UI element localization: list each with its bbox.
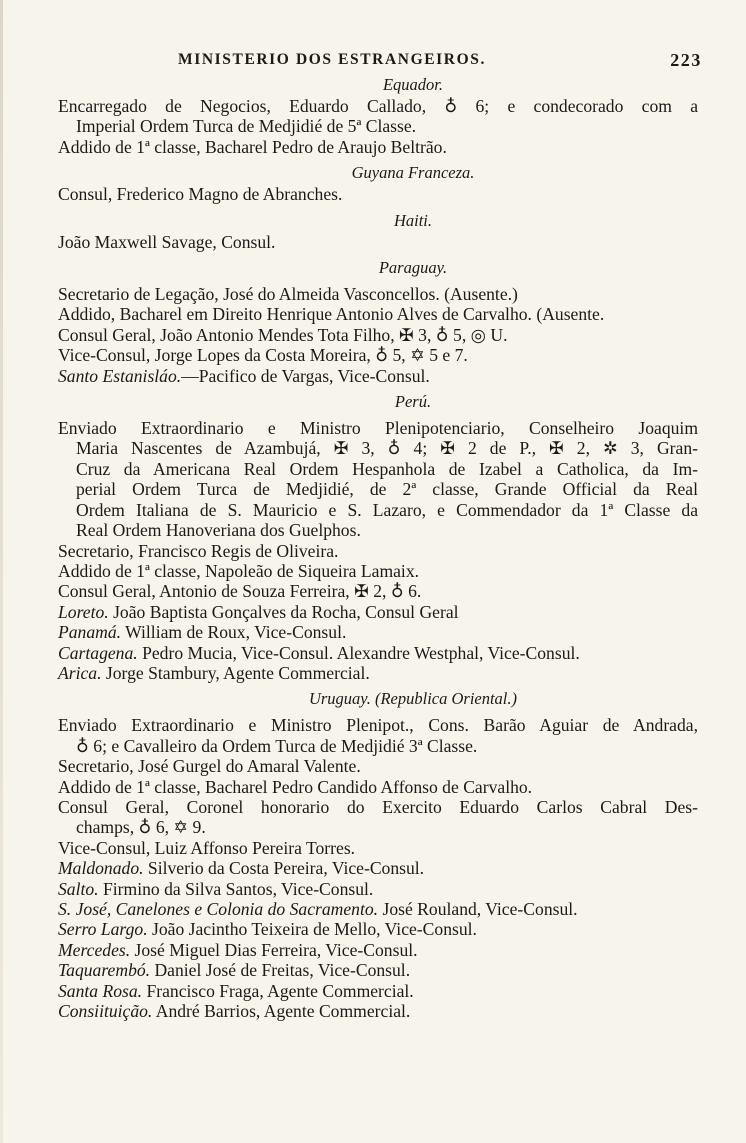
entry-line [58,899,698,919]
entry-line [58,817,698,837]
entry-text: Vice-Consul, Jorge Lopes da Costa Moreira, ♁ 5, ✡ 5 e 7. [58,345,468,366]
entry-text: William de Roux, Vice-Consul. [121,622,347,643]
entry-line [58,438,698,458]
entry-text: Francisco Fraga, Agente Commercial. [142,980,414,1001]
country-name: Perú. [394,392,432,412]
entry-line [58,418,698,438]
country-name: Uruguay. [308,689,371,709]
entry-text: André Barrios, Agente Commercial. [152,1001,411,1022]
entry-line [58,561,698,581]
entry-line [58,777,698,797]
entry-text: Enviado Extraordinario e Ministro Plenipot., Cons. Barão Aguiar de Andrada, [58,715,698,736]
entry-line [58,622,698,642]
entry-line [58,981,698,1001]
entry-text: Cruz da Americana Real Ordem Hespanhola de Izabel a Catholica, da Im- [76,458,698,479]
entry-text: Addido, Bacharel em Direito Henrique Antonio Alves de Carvalho. (Ausente. [58,304,605,325]
entry-text: Daniel José de Freitas, Vice-Consul. [150,960,411,981]
entry-text: Consul Geral, Coronel honorario do Exercito Eduardo Carlos Cabral Des- [58,796,698,817]
entry-text: Imperial Ordem Turca de Medjidié de 5ª Classe. [76,116,417,137]
entry-text: Pedro Mucia, Vice-Consul. Alexandre Westphal, Vice-Consul. [137,642,580,663]
entry-text: Ordem Italiana de S. Mauricio e S. Lazaro, e Commendador da 1ª Classe da [76,499,698,520]
entry-line [58,838,698,858]
entry-text: José Rouland, Vice-Consul. [378,899,578,919]
running-head [58,50,702,74]
entry-text: Secretario, José Gurgel do Amaral Valente. [58,756,361,777]
page-header-title: MINISTERIO DOS ESTRANGEIROS. [178,51,486,68]
entry-line [58,663,698,683]
entry-text: Addido de 1ª classe, Bacharel Pedro Candido Affonso de Carvalho. [58,776,533,797]
place-name: Salto. [58,878,99,899]
place-name: Loreto. [58,601,109,622]
entry-line [58,184,698,204]
entry-line [58,919,698,939]
entry-line [58,366,698,386]
entry-text: Consul Geral, João Antonio Mendes Tota Filho, ✠ 3, ♁ 5, ◎ U. [58,324,508,345]
entry-text: Consul, Frederico Magno de Abranches. [58,184,343,205]
page-number: 223 [670,50,702,70]
document-body [58,74,698,1021]
place-name: Serro Largo. [58,919,148,940]
entry-text: João Baptista Gonçalves da Rocha, Consul Geral [108,601,459,622]
entry-line [58,232,698,252]
entry-line [58,479,698,499]
entry-text: Secretario de Legação, José do Almeida Vasconcellos. (Ausente.) [58,284,518,305]
country-name: Paraguay. [378,258,448,278]
country-heading [58,210,698,232]
entry-text: champs, ♁ 6, ✡ 9. [76,817,206,838]
entry-line [58,520,698,540]
entry-line [58,858,698,878]
entry-text: —Pacifico de Vargas, Vice-Consul. [181,365,430,386]
entry-text: Addido de 1ª classe, Bacharel Pedro de Araujo Beltrão. [58,136,447,157]
place-name: Arica. [58,662,102,683]
country-heading [58,688,698,710]
entry-line [58,581,698,601]
entry-text: Secretario, Francisco Regis de Oliveira. [58,540,339,561]
entry-text: perial Ordem Turca de Medjidié, de 2ª classe, Grande Official da Real [76,479,698,500]
entry-text: Silverio da Costa Pereira, Vice-Consul. [143,858,425,879]
country-name: Equador. [382,75,444,94]
place-name: Consiituição. [58,1001,153,1022]
place-name: Cartagena. [58,642,138,663]
page-edge [0,0,3,1143]
place-name: Taquarembó. [58,960,151,981]
entry-line [58,879,698,899]
entry-line [58,325,698,345]
entry-text: José Miguel Dias Ferreira, Vice-Consul. [130,939,418,960]
place-name: Panamá. [58,622,122,643]
entry-line [58,345,698,365]
entry-line [58,304,698,324]
entry-line [58,459,698,479]
place-name: Mercedes. [58,939,131,960]
place-name: Santo Estanisláo. [58,365,182,386]
entry-line [58,960,698,980]
country-heading [58,74,698,96]
country-heading [58,162,698,184]
country-name: Haiti. [393,210,433,230]
entry-text: Firmino da Silva Santos, Vice-Consul. [98,878,374,899]
entry-text: Real Ordem Hanoveriana dos Guelphos. [76,520,361,541]
place-name: Santa Rosa. [58,980,143,1001]
entry-text: João Jacintho Teixeira de Mello, Vice-Consul. [147,919,477,940]
entry-line [58,116,698,136]
entry-line [58,940,698,960]
entry-line [58,96,698,116]
entry-line [58,541,698,561]
entry-line [58,797,698,817]
entry-text: Encarregado de Negocios, Eduardo Callado, ♁ 6; e condecorado com a [58,96,698,116]
entry-line [58,715,698,735]
country-heading [58,257,698,279]
country-name: Guyana Franceza. [351,163,475,183]
document-page [58,50,702,1022]
entry-line [58,1001,698,1021]
entry-line [58,602,698,622]
entry-line [58,643,698,663]
entry-text: Enviado Extraordinario e Ministro Plenipotenciario, Conselheiro Joaquim [58,418,698,439]
country-heading [58,391,698,413]
entry-line [58,137,698,157]
entry-line [58,500,698,520]
entry-line [58,736,698,756]
entry-text: Consul Geral, Antonio de Souza Ferreira, ✠ 2, ♁ 6. [58,581,422,602]
entry-text: João Maxwell Savage, Consul. [58,231,276,252]
place-name: Maldonado. [58,858,144,879]
entry-text: Addido de 1ª classe, Napoleão de Siqueira Lamaix. [58,560,420,581]
place-name: S. José, Canelones e Colonia do Sacramento. [58,899,379,919]
entry-line [58,756,698,776]
entry-line [58,284,698,304]
country-subtitle: (Republica Oriental.) [370,689,518,709]
entry-text: ♁ 6; e Cavalleiro da Ordem Turca de Medjidié 3ª Classe. [76,735,478,756]
entry-text: Maria Nascentes de Azambujá, ✠ 3, ♁ 4; ✠ 2 de P., ✠ 2, ✲ 3, Gran- [76,438,698,459]
entry-text: Vice-Consul, Luiz Affonso Pereira Torres. [58,837,356,858]
entry-text: Jorge Stambury, Agente Commercial. [101,662,370,683]
